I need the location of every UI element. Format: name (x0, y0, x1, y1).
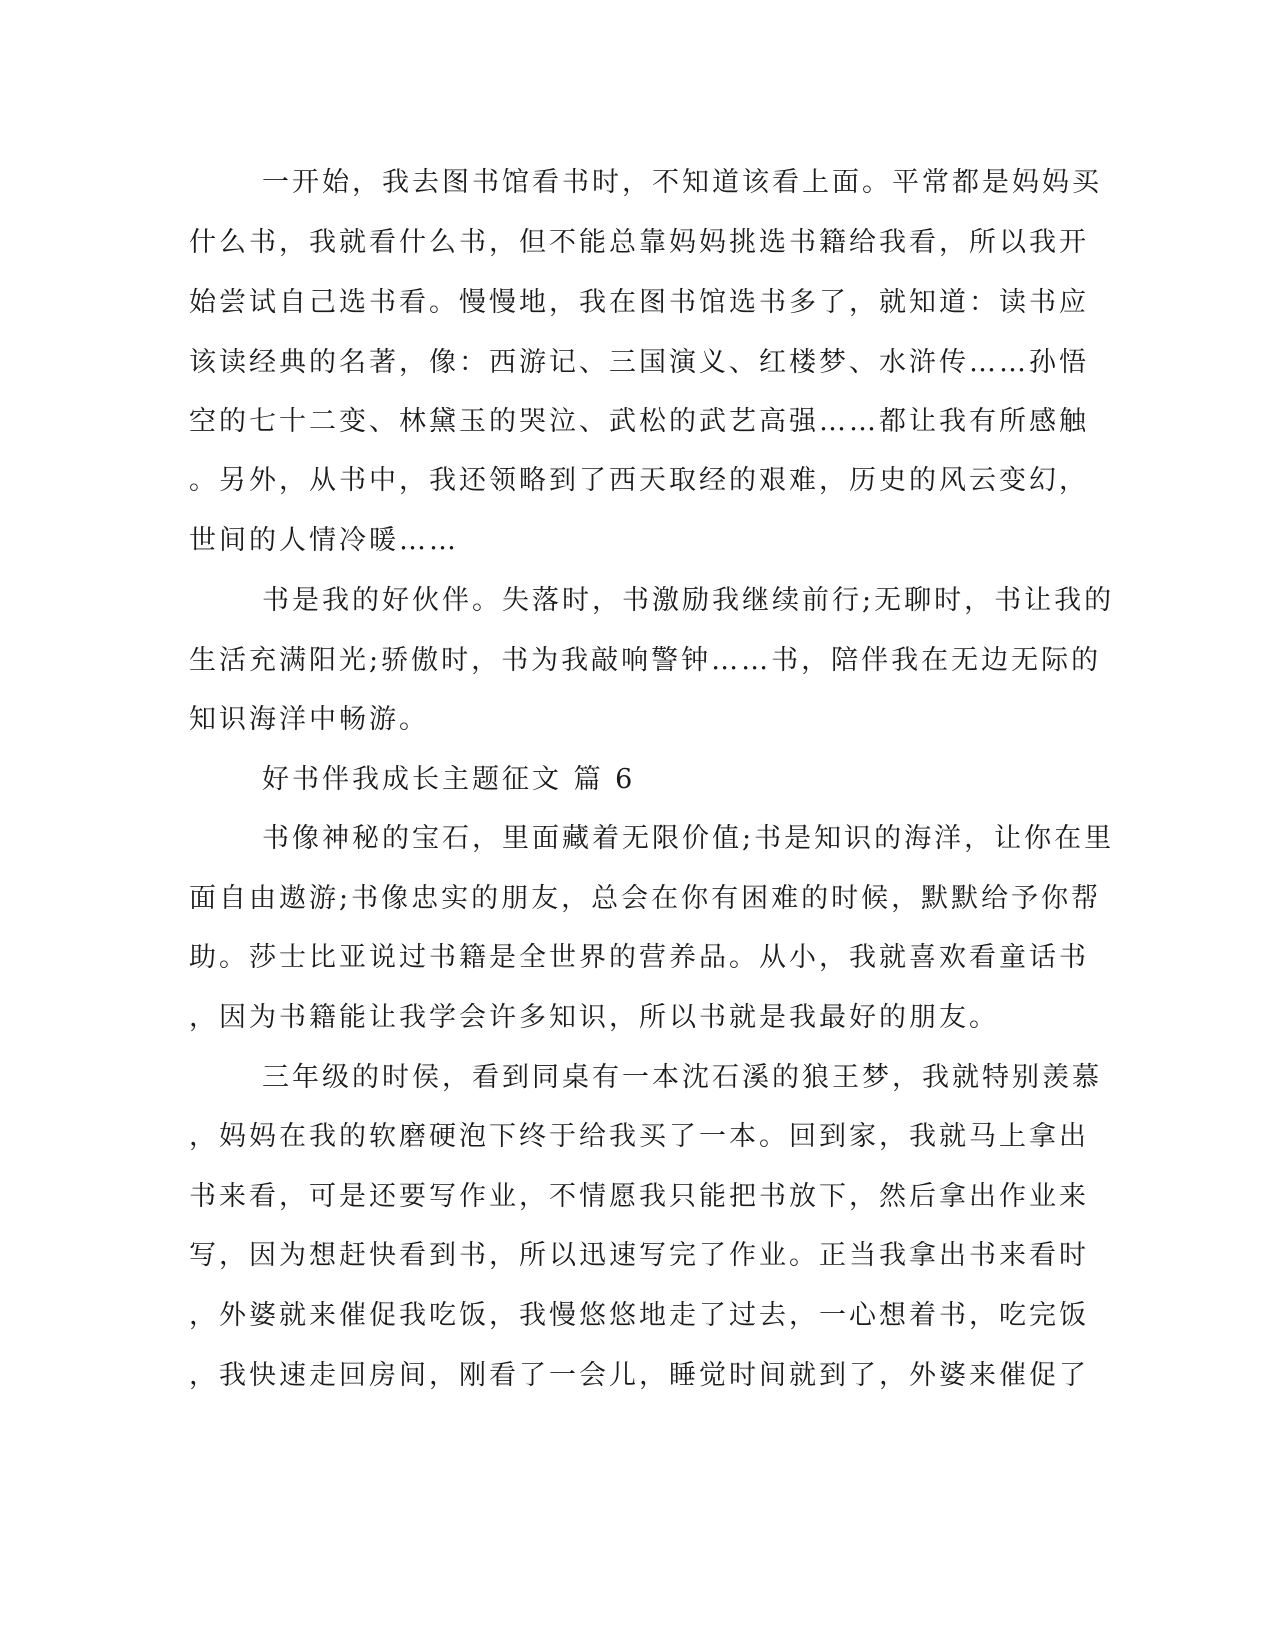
text-line: 该读经典的名著，像：西游记、三国演义、红楼梦、水浒传……孙悟 (189, 347, 1089, 378)
text-line: ，因为书籍能让我学会许多知识，所以书就是我最好的朋友。 (189, 1002, 999, 1033)
section-heading: 好书伴我成长主题征文 篇 6 (262, 764, 636, 795)
text-line: 书像神秘的宝石，里面藏着无限价值;书是知识的海洋，让你在里 (262, 823, 1115, 854)
text-line: 助。莎士比亚说过书籍是全世界的营养品。从小，我就喜欢看童话书 (189, 942, 1089, 973)
text-line: 三年级的时侯，看到同桌有一本沈石溪的狼王梦，我就特别羡慕 (262, 1062, 1102, 1093)
text-line: 空的七十二变、林黛玉的哭泣、武松的武艺高强……都让我有所感触 (189, 406, 1089, 437)
text-line: 面自由遨游;书像忠实的朋友，总会在你有困难的时候，默默给予你帮 (189, 883, 1102, 914)
text-line: 写，因为想赶快看到书，所以迅速写完了作业。正当我拿出书来看时 (189, 1240, 1089, 1271)
text-line: ，我快速走回房间，刚看了一会儿，睡觉时间就到了，外婆来催促了 (189, 1360, 1089, 1391)
text-line: 世间的人情冷暖…… (189, 525, 459, 556)
text-line: 书来看，可是还要写作业，不情愿我只能把书放下，然后拿出作业来 (189, 1181, 1089, 1212)
text-line: 始尝试自己选书看。慢慢地，我在图书馆选书多了，就知道：读书应 (189, 287, 1089, 318)
text-line: 书是我的好伙伴。失落时，书激励我继续前行;无聊时，书让我的 (262, 585, 1115, 616)
text-line: 一开始，我去图书馆看书时，不知道该看上面。平常都是妈妈买 (262, 167, 1102, 198)
text-line: 知识海洋中畅游。 (189, 704, 429, 735)
text-line: 什么书，我就看什么书，但不能总靠妈妈挑选书籍给我看，所以我开 (189, 227, 1089, 258)
text-line: ，外婆就来催促我吃饭，我慢悠悠地走了过去，一心想着书，吃完饭 (189, 1300, 1089, 1331)
text-line: 生活充满阳光;骄傲时，书为我敲响警钟……书，陪伴我在无边无际的 (189, 645, 1102, 676)
text-line: 。另外，从书中，我还领略到了西天取经的艰难，历史的风云变幻， (189, 465, 1089, 496)
text-line: ，妈妈在我的软磨硬泡下终于给我买了一本。回到家，我就马上拿出 (189, 1121, 1089, 1152)
